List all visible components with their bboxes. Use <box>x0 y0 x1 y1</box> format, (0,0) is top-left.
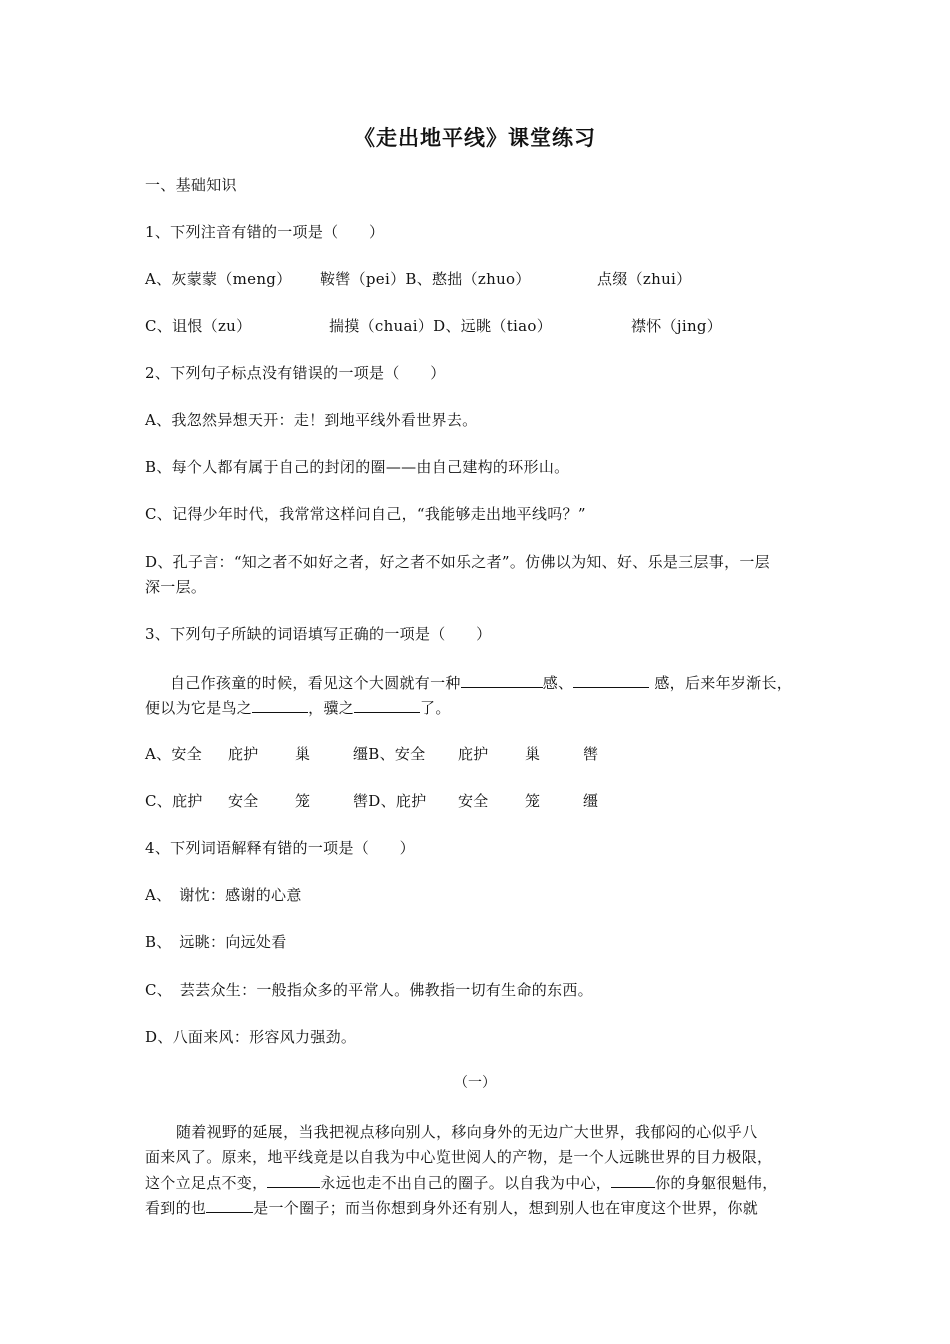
blank <box>267 1172 320 1188</box>
blank <box>573 672 649 688</box>
passage-text: 自己作孩童的时候，看见这个大圆就有一种 <box>170 674 461 692</box>
option-word: 庇护 <box>458 745 489 763</box>
reading-text: 是一个圈子；而当你想到身外还有别人，想到别人也在审度这个世界，你就 <box>253 1199 759 1217</box>
section-heading: 一、基础知识 <box>145 176 237 194</box>
question-3-stem: 3、下列句子所缺的词语填写正确的一项是（ ） <box>145 625 492 643</box>
question-4-stem: 4、下列词语解释有错的一项是（ ） <box>145 839 415 857</box>
reading-text: 这个立足点不变， <box>145 1174 268 1192</box>
document-title: 《走出地平线》课堂练习 <box>354 125 596 150</box>
passage-text: 感、 <box>542 674 574 692</box>
passage-text: 了。 <box>420 699 451 717</box>
option-word: 辔D、庇护 <box>353 792 427 810</box>
question-2-option-b: B、每个人都有属于自己的封闭的圈——由自己建构的环形山。 <box>145 458 570 476</box>
option-a-part1: A、灰蒙蒙（meng） <box>145 270 292 288</box>
blank <box>354 697 420 713</box>
blank <box>461 672 543 688</box>
option-word: C、庇护 <box>145 792 203 810</box>
question-2-stem: 2、下列句子标点没有错误的一项是（ ） <box>145 364 446 382</box>
question-2-option-d-line2: 深一层。 <box>145 578 207 596</box>
reading-line-3 <box>145 1172 778 1193</box>
reading-text: 永远也走不出自己的圈子。以自我为中心， <box>320 1174 612 1192</box>
passage-text: ，骥之 <box>308 699 355 717</box>
option-word: 巢 <box>525 745 541 763</box>
option-word: 安全 <box>228 792 259 810</box>
question-3-passage-line1 <box>170 672 792 693</box>
reading-section-heading: （一） <box>454 1075 496 1091</box>
option-word: 巢 <box>295 745 311 763</box>
option-word: 缰B、安全 <box>353 745 426 763</box>
question-1-stem: 1、下列注音有错的一项是（ ） <box>145 223 385 241</box>
option-word: 笼 <box>295 792 311 810</box>
option-word: 缰 <box>583 792 599 810</box>
question-4-option-c: C、 芸芸众生：一般指众多的平常人。佛教指一切有生命的东西。 <box>145 981 593 999</box>
option-word: 辔 <box>583 745 599 763</box>
passage-text: 感，后来年岁渐长， <box>649 674 793 692</box>
reading-line-2: 面来风了。原来，地平线竟是以自我为中心览世阅人的产物，是一个人远眺世界的目力极限， <box>145 1148 773 1166</box>
reading-line-1: 随着视野的延展，当我把视点移向别人，移向身外的无边广大世界，我郁闷的心似乎八 <box>176 1123 758 1141</box>
option-d-part2: 襟怀（jing） <box>631 317 723 335</box>
blank <box>611 1172 655 1188</box>
question-2-option-a: A、我忽然异想天开：走！到地平线外看世界去。 <box>145 411 478 429</box>
question-4-option-d: D、八面来风：形容风力强劲。 <box>145 1028 357 1046</box>
option-b-part2: 点缀（zhui） <box>597 270 692 288</box>
question-3-passage-line2 <box>145 697 451 718</box>
option-c-part1: C、诅恨（zu） <box>145 317 252 335</box>
reading-text: 看到的也 <box>145 1199 207 1217</box>
question-2-option-d-line1: D、孔子言：“知之者不如好之者，好之者不如乐之者”。仿佛以为知、好、乐是三层事，一层 <box>145 553 770 571</box>
option-word: 庇护 <box>228 745 259 763</box>
reading-text: 你的身躯很魁伟， <box>655 1174 778 1192</box>
option-word: A、安全 <box>145 745 203 763</box>
reading-line-4 <box>145 1197 758 1218</box>
question-4-option-a: A、 谢忱：感谢的心意 <box>145 886 302 904</box>
passage-text: 便以为它是鸟之 <box>145 699 253 717</box>
option-c-part2: 揣摸（chuai）D、远眺（tiao） <box>329 317 552 335</box>
blank <box>252 697 308 713</box>
option-word: 安全 <box>458 792 489 810</box>
blank <box>206 1197 253 1213</box>
question-2-option-c: C、记得少年时代，我常常这样问自己，“我能够走出地平线吗？” <box>145 505 586 523</box>
option-a-part2: 鞍辔（pei）B、憨拙（zhuo） <box>320 270 531 288</box>
option-word: 笼 <box>525 792 541 810</box>
question-4-option-b: B、 远眺：向远处看 <box>145 933 287 951</box>
